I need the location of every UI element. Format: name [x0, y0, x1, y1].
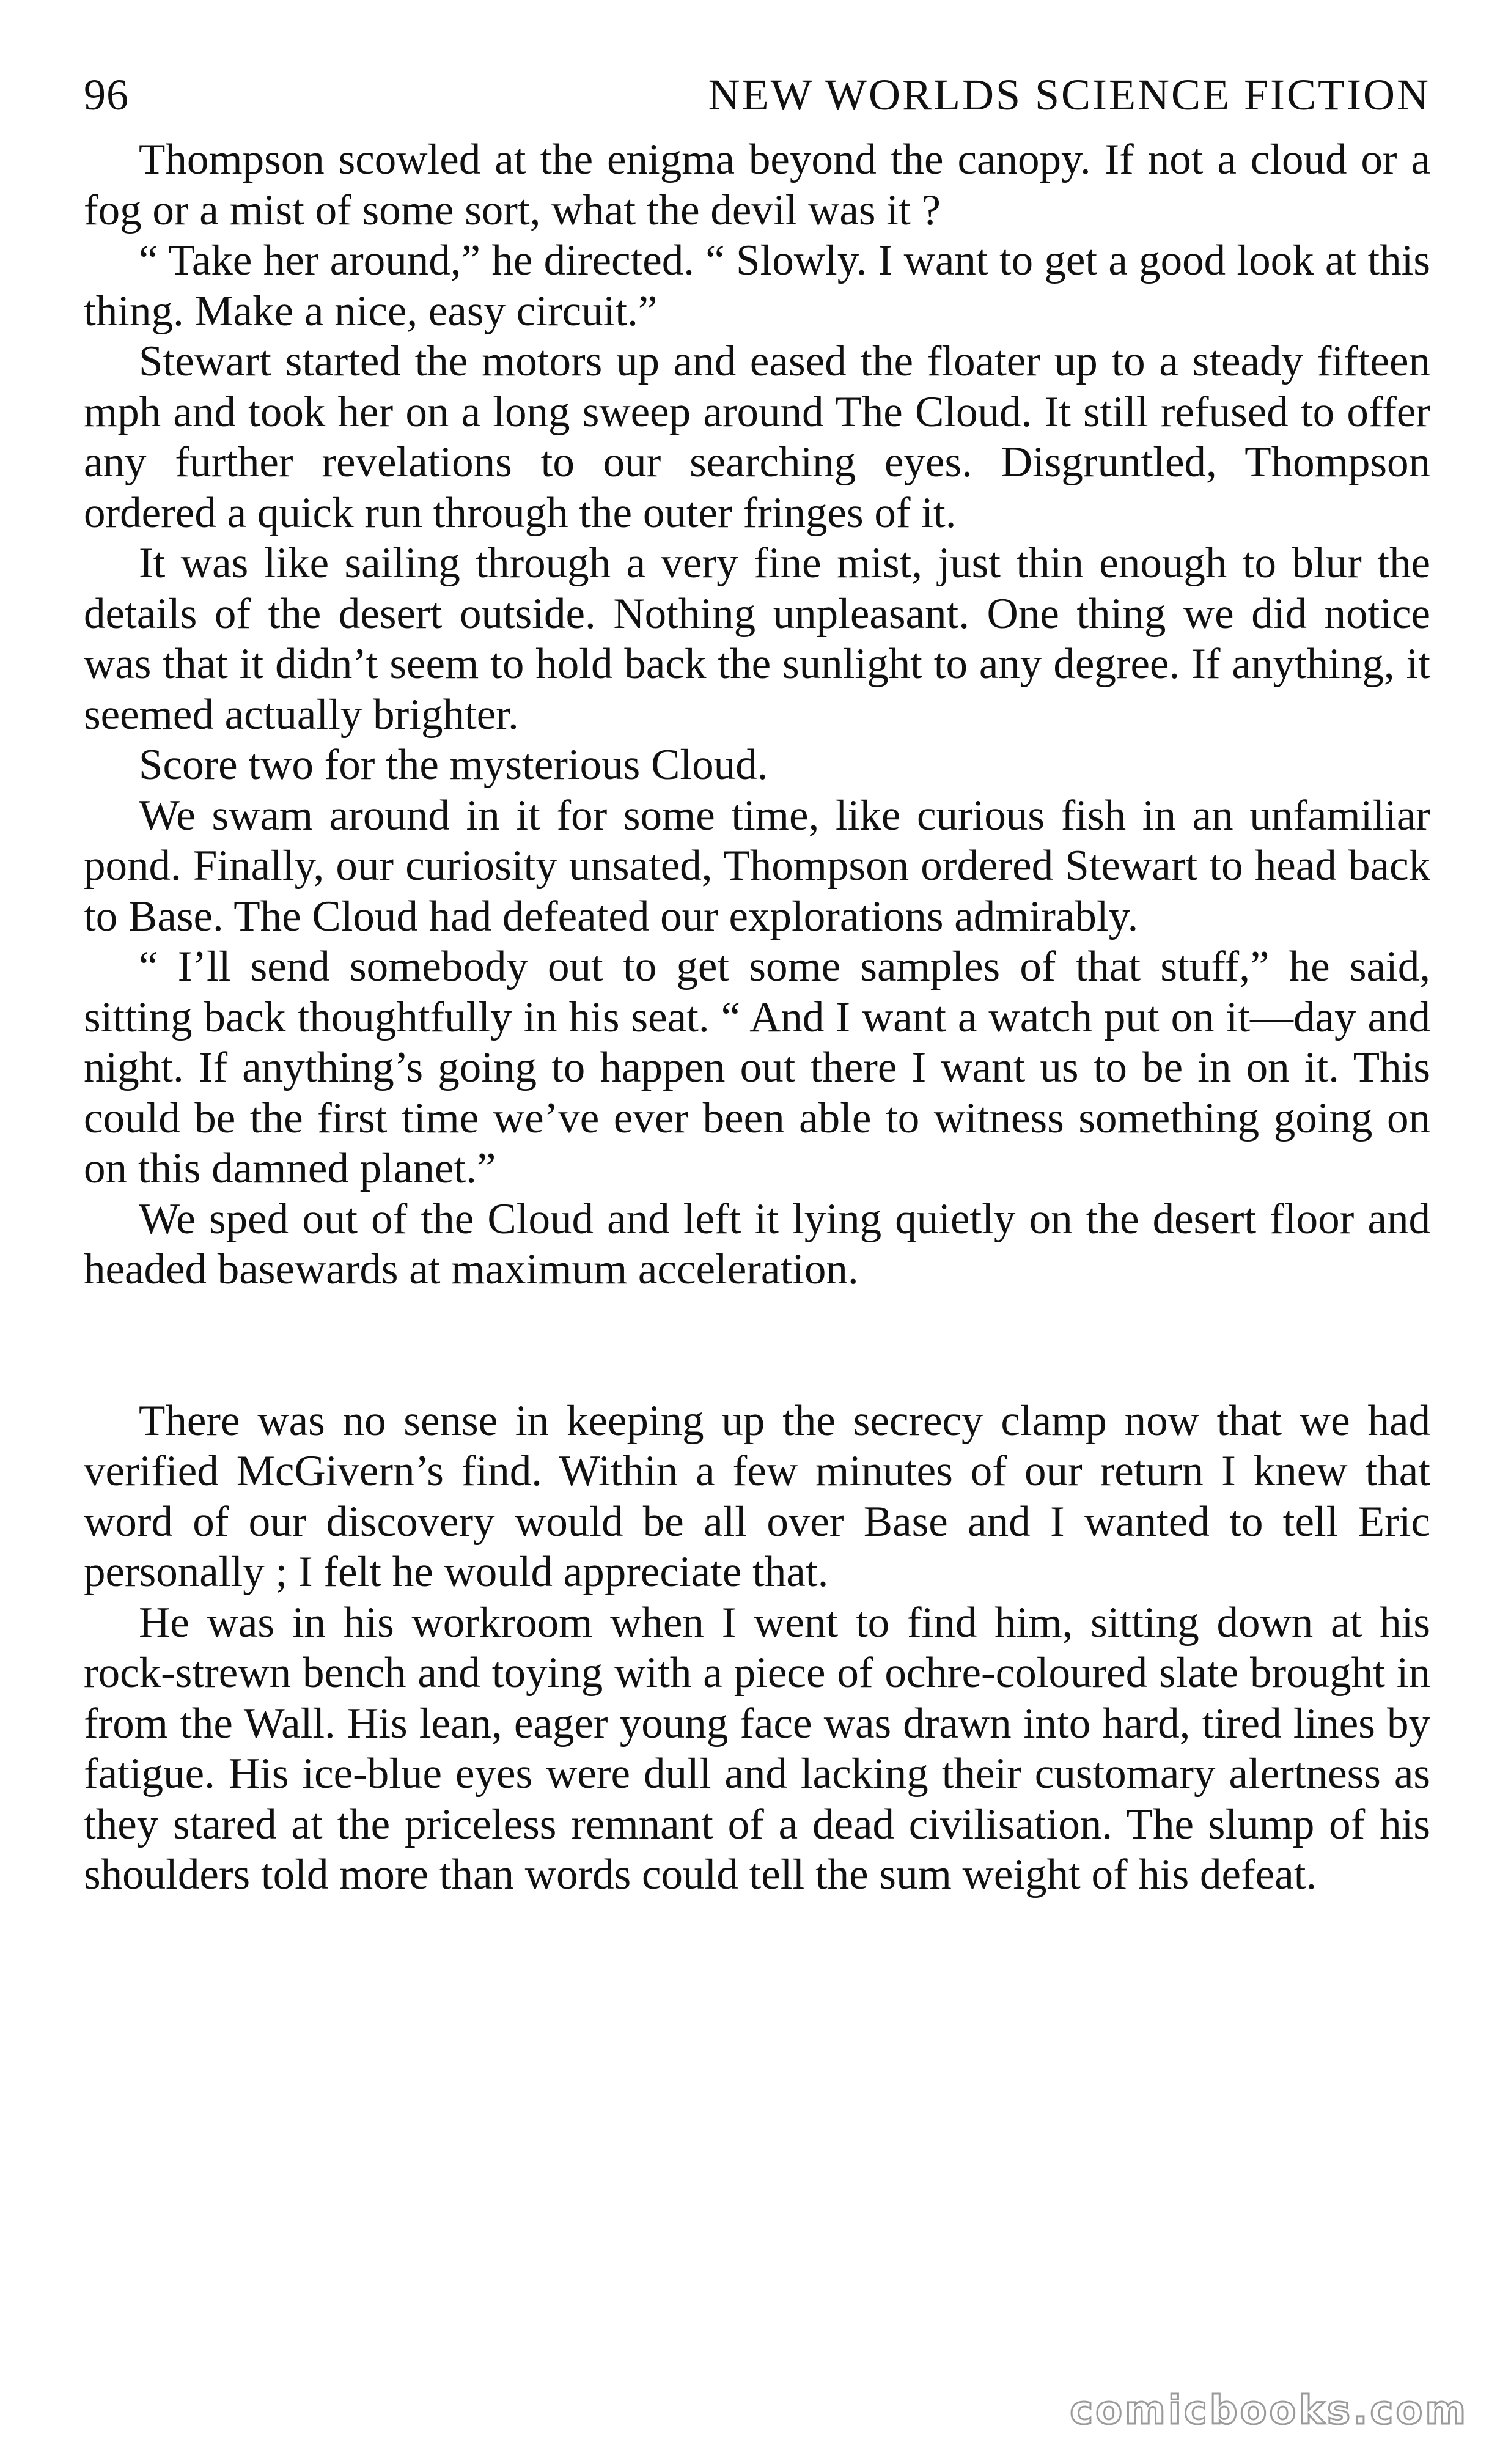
- paragraph: “ I’ll send somebody out to get some samples of that stuff,” he said, sitting back thoughtfully in his seat. “ And I want a watch put on it—day and night. If anything’s going to happen out there I want us to be in on it. This could be the first time we’ve ever been able to witness something going on on this damned planet.”: [84, 943, 1430, 1192]
- paragraph: Stewart started the motors up and eased the floater up to a steady fifteen mph and took her on a long sweep around The Cloud. It still refused to offer any further revelations to our searching eyes. Disgruntled, Thompson ordered a quick run through the outer fringes of it.: [84, 338, 1430, 537]
- page-number: 96: [84, 70, 129, 119]
- running-title: NEW WORLDS SCIENCE FICTION: [708, 70, 1430, 119]
- paragraph: “ Take her around,” he directed. “ Slowly. I want to get a good look at this thing. Make a nice, easy circuit.”: [84, 237, 1430, 335]
- paragraph: He was in his workroom when I went to find him, sitting down at his rock-strewn bench and toying with a piece of ochre-coloured slate brought in from the Wall. His lean, eager young face was drawn into hard, tired lines by fatigue. His ice-blue eyes were dull and lacking their customary alertness as they stared at the priceless remnant of a dead civilisation. The slump of his shoulders told more than words could tell the sum weight of his defeat.: [84, 1598, 1430, 1898]
- paragraph: Score two for the mysterious Cloud.: [139, 741, 768, 789]
- body-text: [84, 135, 1430, 1900]
- paragraph: Thompson scowled at the enigma beyond the canopy. If not a cloud or a fog or a mist of some sort, what the devil was it ?: [84, 136, 1430, 234]
- paragraph: There was no sense in keeping up the secrecy clamp now that we had verified McGivern’s find. Within a few minutes of our return I knew that word of our discovery would be all over Base and I wanted to tell Eric personally ; I felt he would appreciate that.: [84, 1396, 1430, 1596]
- running-head: [84, 61, 1430, 128]
- paragraph: It was like sailing through a very fine mist, just thin enough to blur the details of the desert outside. Nothing unpleasant. One thing we did notice was that it didn’t seem to hold back the sunlight to any degree. If anything, it seemed actually brighter.: [84, 539, 1430, 739]
- paragraph: We sped out of the Cloud and left it lying quietly on the desert floor and headed basewards at maximum acceleration.: [84, 1195, 1430, 1293]
- watermark-logo: comicbooks.com: [1070, 2388, 1468, 2433]
- paragraph: We swam around in it for some time, like curious fish in an unfamiliar pond. Finally, our curiosity unsated, Thompson ordered Stewart to head back to Base. The Cloud had defeated our explorations admirably.: [84, 791, 1430, 940]
- section-break: [84, 1295, 1430, 1396]
- book-page: [84, 61, 1430, 2372]
